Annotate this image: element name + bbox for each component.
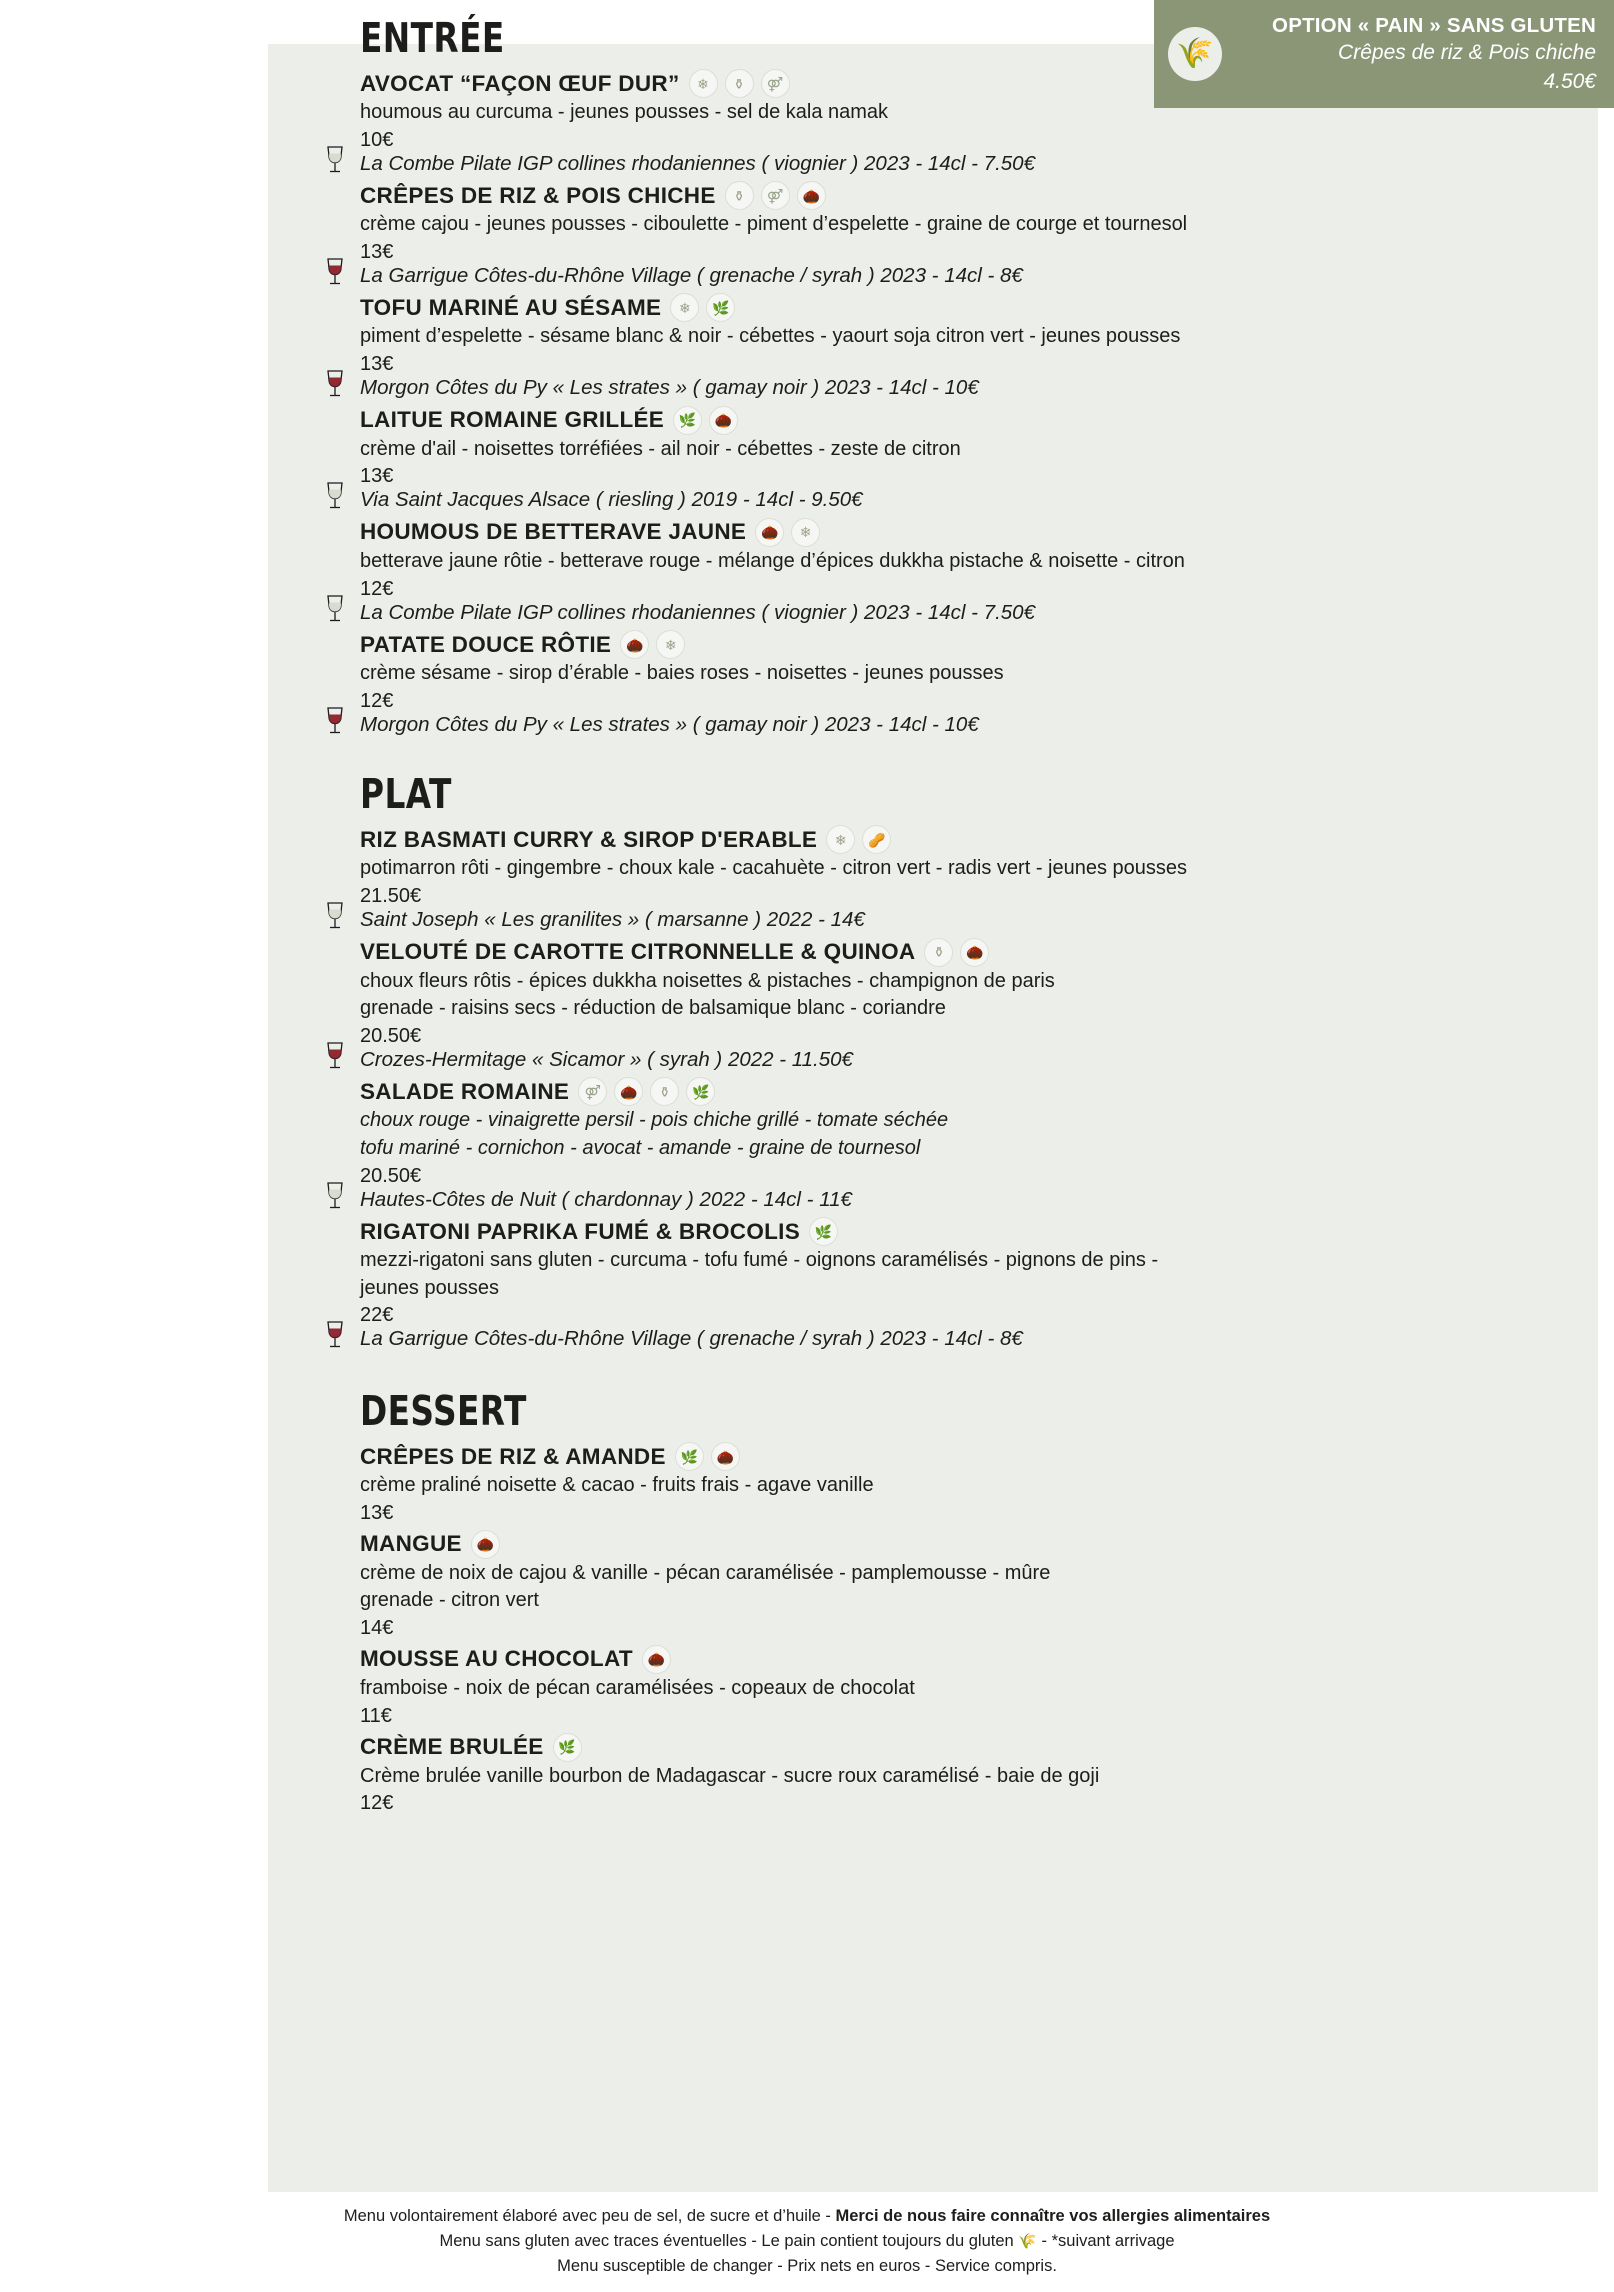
- dish-description: betterave jaune rôtie - betterave rouge - mélange d’épices dukkha pistache & noisette - citron: [360, 549, 1185, 572]
- dish-tags: [471, 1530, 500, 1559]
- dish-name-row: [360, 69, 1520, 98]
- dish-description: potimarron rôti - gingembre - choux kale - cacahuète - citron vert - radis vert - jeunes pousses: [360, 857, 1188, 880]
- white-wine-icon: [322, 1181, 348, 1211]
- dish-tags: [675, 1442, 740, 1471]
- dish-item: [360, 518, 1520, 626]
- section-title-plat: PLAT: [360, 770, 452, 819]
- dish-name-row: [360, 1530, 1520, 1559]
- dish-item: [360, 69, 1520, 177]
- jar-icon: ⚤: [761, 181, 790, 210]
- red-wine-icon: [322, 369, 348, 399]
- wine-pairing-text: Crozes-Hermitage « Sicamor » ( syrah ) 2022 - 11.50€: [360, 1047, 853, 1071]
- dish-name-row: [360, 518, 1520, 547]
- nut-icon: 🌰: [614, 1077, 643, 1106]
- dish-price: 22€: [360, 1304, 394, 1327]
- dish-price: 21.50€: [360, 885, 422, 907]
- red-wine-icon: [322, 706, 348, 736]
- section-entree: [360, 14, 1520, 738]
- gluten-free-option-subtitle: Crêpes de riz & Pois chiche: [1338, 41, 1596, 65]
- dish-price: 13€: [360, 1501, 394, 1524]
- dish-description: choux fleurs rôtis - épices dukkha noisettes & pistaches - champignon de paris: [360, 969, 1055, 992]
- dish-price: 13€: [360, 465, 394, 488]
- lab-flask-icon: ⚱: [725, 181, 754, 210]
- nut-icon: 🌰: [642, 1645, 671, 1674]
- leaf-icon: 🌿: [673, 406, 702, 435]
- white-wine-icon: [322, 901, 348, 931]
- wine-pairing: [360, 907, 1520, 934]
- dish-description-line2: jeunes pousses: [360, 1276, 499, 1299]
- dish-description: piment d’espelette - sésame blanc & noir - cébettes - yaourt soja citron vert - jeunes pousses: [360, 325, 1181, 348]
- dish-tags: [673, 406, 738, 435]
- wine-pairing-text: La Garrigue Côtes-du-Rhône Village ( grenache / syrah ) 2023 - 14cl - 8€: [360, 263, 1023, 287]
- menu-footer: [0, 2204, 1614, 2278]
- wine-pairing-text: La Combe Pilate IGP collines rhodaniennes ( viognier ) 2023 - 14cl - 7.50€: [360, 151, 1035, 175]
- dish-description: framboise - noix de pécan caramélisées - copeaux de chocolat: [360, 1676, 915, 1699]
- jar-icon: ⚤: [578, 1077, 607, 1106]
- section-title-dessert: DESSERT: [360, 1387, 527, 1436]
- lab-flask-icon: ⚱: [725, 69, 754, 98]
- wheat-icon: 🌾: [1018, 2232, 1037, 2250]
- wine-pairing: [360, 487, 1520, 514]
- dish-item: [360, 1442, 1520, 1526]
- wine-pairing-text: La Garrigue Côtes-du-Rhône Village ( grenache / syrah ) 2023 - 14cl - 8€: [360, 1327, 1023, 1351]
- nut-icon: 🌰: [711, 1442, 740, 1471]
- gluten-free-option-price: 4.50€: [1543, 69, 1596, 93]
- dish-price: 12€: [360, 577, 394, 600]
- sesame-icon: ❄: [791, 518, 820, 547]
- dish-tags: [809, 1217, 838, 1246]
- dish-item: [360, 825, 1520, 933]
- dish-description: crème sésame - sirop d’érable - baies roses - noisettes - jeunes pousses: [360, 662, 1004, 685]
- dish-tags: [725, 181, 826, 210]
- leaf-icon: 🌿: [553, 1733, 582, 1762]
- nut-icon: 🌰: [471, 1530, 500, 1559]
- dish-name: SALADE ROMAINE: [360, 1078, 570, 1104]
- wine-pairing-text: Morgon Côtes du Py « Les strates » ( gamay noir ) 2023 - 14cl - 10€: [360, 376, 979, 400]
- dish-price: 20.50€: [360, 1024, 422, 1047]
- dish-tags: [689, 69, 790, 98]
- dish-tags: [755, 518, 820, 547]
- dish-name-row: [360, 825, 1520, 854]
- dish-name-row: [360, 1217, 1520, 1246]
- dish-name: MOUSSE AU CHOCOLAT: [360, 1646, 633, 1672]
- sesame-icon: ❄: [656, 630, 685, 659]
- wine-pairing-text: Saint Joseph « Les granilites » ( marsanne ) 2022 - 14€: [360, 908, 865, 931]
- dish-item: [360, 1530, 1520, 1641]
- white-wine-icon: [322, 594, 348, 624]
- wine-pairing: [360, 151, 1520, 178]
- leaf-icon: 🌿: [706, 293, 735, 322]
- dish-item: [360, 1645, 1520, 1729]
- dish-description: crème cajou - jeunes pousses - ciboulette - piment d’espelette - graine de courge et tournesol: [360, 213, 1188, 236]
- dish-price: 10€: [360, 128, 394, 151]
- wheat-crossed-icon: 🌾: [1168, 27, 1222, 81]
- dish-item: [360, 293, 1520, 401]
- dish-name-row: [360, 1077, 1520, 1106]
- nut-icon: 🌰: [709, 406, 738, 435]
- dish-tags: [553, 1733, 582, 1762]
- dish-name: VELOUTÉ DE CAROTTE CITRONNELLE & QUINOA: [360, 939, 916, 965]
- wine-pairing: [360, 263, 1520, 290]
- dish-name-row: [360, 293, 1520, 322]
- wine-pairing-text: La Combe Pilate IGP collines rhodaniennes ( viognier ) 2023 - 14cl - 7.50€: [360, 600, 1035, 624]
- dish-name-row: [360, 630, 1520, 659]
- dish-price: 13€: [360, 353, 394, 376]
- red-wine-icon: [322, 1041, 348, 1071]
- lab-flask-icon: ⚱: [650, 1077, 679, 1106]
- dish-name: HOUMOUS DE BETTERAVE JAUNE: [360, 519, 747, 545]
- dish-item: [360, 181, 1520, 289]
- section-plat: [360, 770, 1520, 1353]
- dish-item: [360, 1077, 1520, 1213]
- sesame-icon: ❄: [670, 293, 699, 322]
- dish-price: 13€: [360, 240, 394, 263]
- dish-description: choux rouge - vinaigrette persil - pois chiche grillé - tomate séchée: [360, 1109, 949, 1132]
- dish-name-row: [360, 406, 1520, 435]
- footer-line-2-suffix: - *suivant arrivage: [1036, 2231, 1175, 2250]
- dish-tags: [578, 1077, 715, 1106]
- footer-line-2-text: Menu sans gluten avec traces éventuelles - Le pain contient toujours du gluten: [439, 2231, 1019, 2250]
- peanut-icon: 🥜: [862, 825, 891, 854]
- footer-line-2: [0, 2229, 1614, 2254]
- red-wine-icon: [322, 1320, 348, 1350]
- dish-item: [360, 1733, 1520, 1817]
- sesame-icon: ❄: [826, 825, 855, 854]
- leaf-icon: 🌿: [686, 1077, 715, 1106]
- dish-name: RIZ BASMATI CURRY & SIROP D'ERABLE: [360, 826, 818, 852]
- wine-pairing: [360, 1326, 1520, 1353]
- dish-name-row: [360, 1442, 1520, 1471]
- dish-description: houmous au curcuma - jeunes pousses - sel de kala namak: [360, 101, 889, 123]
- dish-name: RIGATONI PAPRIKA FUMÉ & BROCOLIS: [360, 1218, 801, 1244]
- dish-item: [360, 938, 1520, 1074]
- dish-name: AVOCAT “FAÇON ŒUF DUR”: [360, 70, 680, 96]
- dish-name: CRÊPES DE RIZ & AMANDE: [360, 1443, 666, 1469]
- dish-price: 20.50€: [360, 1164, 422, 1187]
- dish-name: PATATE DOUCE RÔTIE: [360, 631, 612, 657]
- dish-tags: [620, 630, 685, 659]
- wine-pairing: [360, 1187, 1520, 1214]
- sesame-icon: ❄: [689, 69, 718, 98]
- dish-description: crème de noix de cajou & vanille - pécan caramélisée - pamplemousse - mûre: [360, 1561, 1051, 1584]
- dish-description: Crème brulée vanille bourbon de Madagascar - sucre roux caramélisé - baie de goji: [360, 1764, 1100, 1787]
- gluten-free-option-title: OPTION « PAIN » SANS GLUTEN: [1272, 13, 1596, 37]
- footer-line-3: Menu susceptible de changer - Prix nets en euros - Service compris.: [557, 2256, 1057, 2275]
- nut-icon: 🌰: [797, 181, 826, 210]
- dish-price: 12€: [360, 1792, 394, 1815]
- nut-icon: 🌰: [755, 518, 784, 547]
- dish-description: mezzi-rigatoni sans gluten - curcuma - tofu fumé - oignons caramélisés - pignons de pins -: [360, 1249, 1159, 1272]
- wine-pairing-text: Morgon Côtes du Py « Les strates » ( gamay noir ) 2023 - 14cl - 10€: [360, 712, 979, 736]
- dish-name: LAITUE ROMAINE GRILLÉE: [360, 407, 665, 433]
- dish-item: [360, 406, 1520, 514]
- wine-pairing-text: Hautes-Côtes de Nuit ( chardonnay ) 2022 - 14cl - 11€: [360, 1187, 852, 1211]
- leaf-icon: 🌿: [809, 1217, 838, 1246]
- nut-icon: 🌰: [960, 938, 989, 967]
- wine-pairing: [360, 1047, 1520, 1074]
- dish-item: [360, 1217, 1520, 1353]
- white-wine-icon: [322, 481, 348, 511]
- dish-tags: [670, 293, 735, 322]
- dish-name-row: [360, 1733, 1520, 1762]
- dish-price: 12€: [360, 689, 394, 712]
- jar-icon: ⚤: [761, 69, 790, 98]
- dish-tags: [642, 1645, 671, 1674]
- wine-pairing: [360, 375, 1520, 402]
- footer-allergies-note: Merci de nous faire connaître vos allergies alimentaires: [835, 2207, 1271, 2225]
- white-wine-icon: [322, 145, 348, 175]
- dish-item: [360, 630, 1520, 738]
- dish-name-row: [360, 1645, 1520, 1674]
- wine-pairing: [360, 600, 1520, 627]
- section-title-entree: ENTRÉE: [360, 14, 505, 62]
- dish-price: 11€: [360, 1704, 392, 1727]
- section-dessert: [360, 1387, 1520, 1816]
- dish-name-row: [360, 181, 1520, 210]
- dish-description-line2: grenade - raisins secs - réduction de balsamique blanc - coriandre: [360, 997, 946, 1020]
- dish-name: MANGUE: [360, 1531, 462, 1557]
- nut-icon: 🌰: [620, 630, 649, 659]
- dish-name: TOFU MARINÉ AU SÉSAME: [360, 294, 662, 320]
- dish-tags: [826, 825, 891, 854]
- red-wine-icon: [322, 257, 348, 287]
- lab-flask-icon: ⚱: [924, 938, 953, 967]
- footer-line-1: [0, 2204, 1614, 2229]
- dish-description: crème praliné noisette & cacao - fruits frais - agave vanille: [360, 1474, 874, 1497]
- footer-line-1-text: Menu volontairement élaboré avec peu de sel, de sucre et d’huile -: [343, 2207, 836, 2225]
- dish-name-row: [360, 938, 1520, 967]
- wine-pairing-text: Via Saint Jacques Alsace ( riesling ) 2019 - 14cl - 9.50€: [360, 488, 863, 512]
- dish-description-line2: grenade - citron vert: [360, 1589, 539, 1612]
- leaf-icon: 🌿: [675, 1442, 704, 1471]
- menu-content: [360, 14, 1520, 1820]
- dish-tags: [924, 938, 989, 967]
- dish-description: crème d'ail - noisettes torréfiées - ail noir - cébettes - zeste de citron: [360, 437, 961, 460]
- dish-description-line2: tofu mariné - cornichon - avocat - amande - graine de tournesol: [360, 1137, 921, 1160]
- dish-price: 14€: [360, 1616, 394, 1639]
- dish-name: CRÈME BRULÉE: [360, 1734, 544, 1759]
- dish-name: CRÊPES DE RIZ & POIS CHICHE: [360, 182, 716, 208]
- wine-pairing: [360, 712, 1520, 739]
